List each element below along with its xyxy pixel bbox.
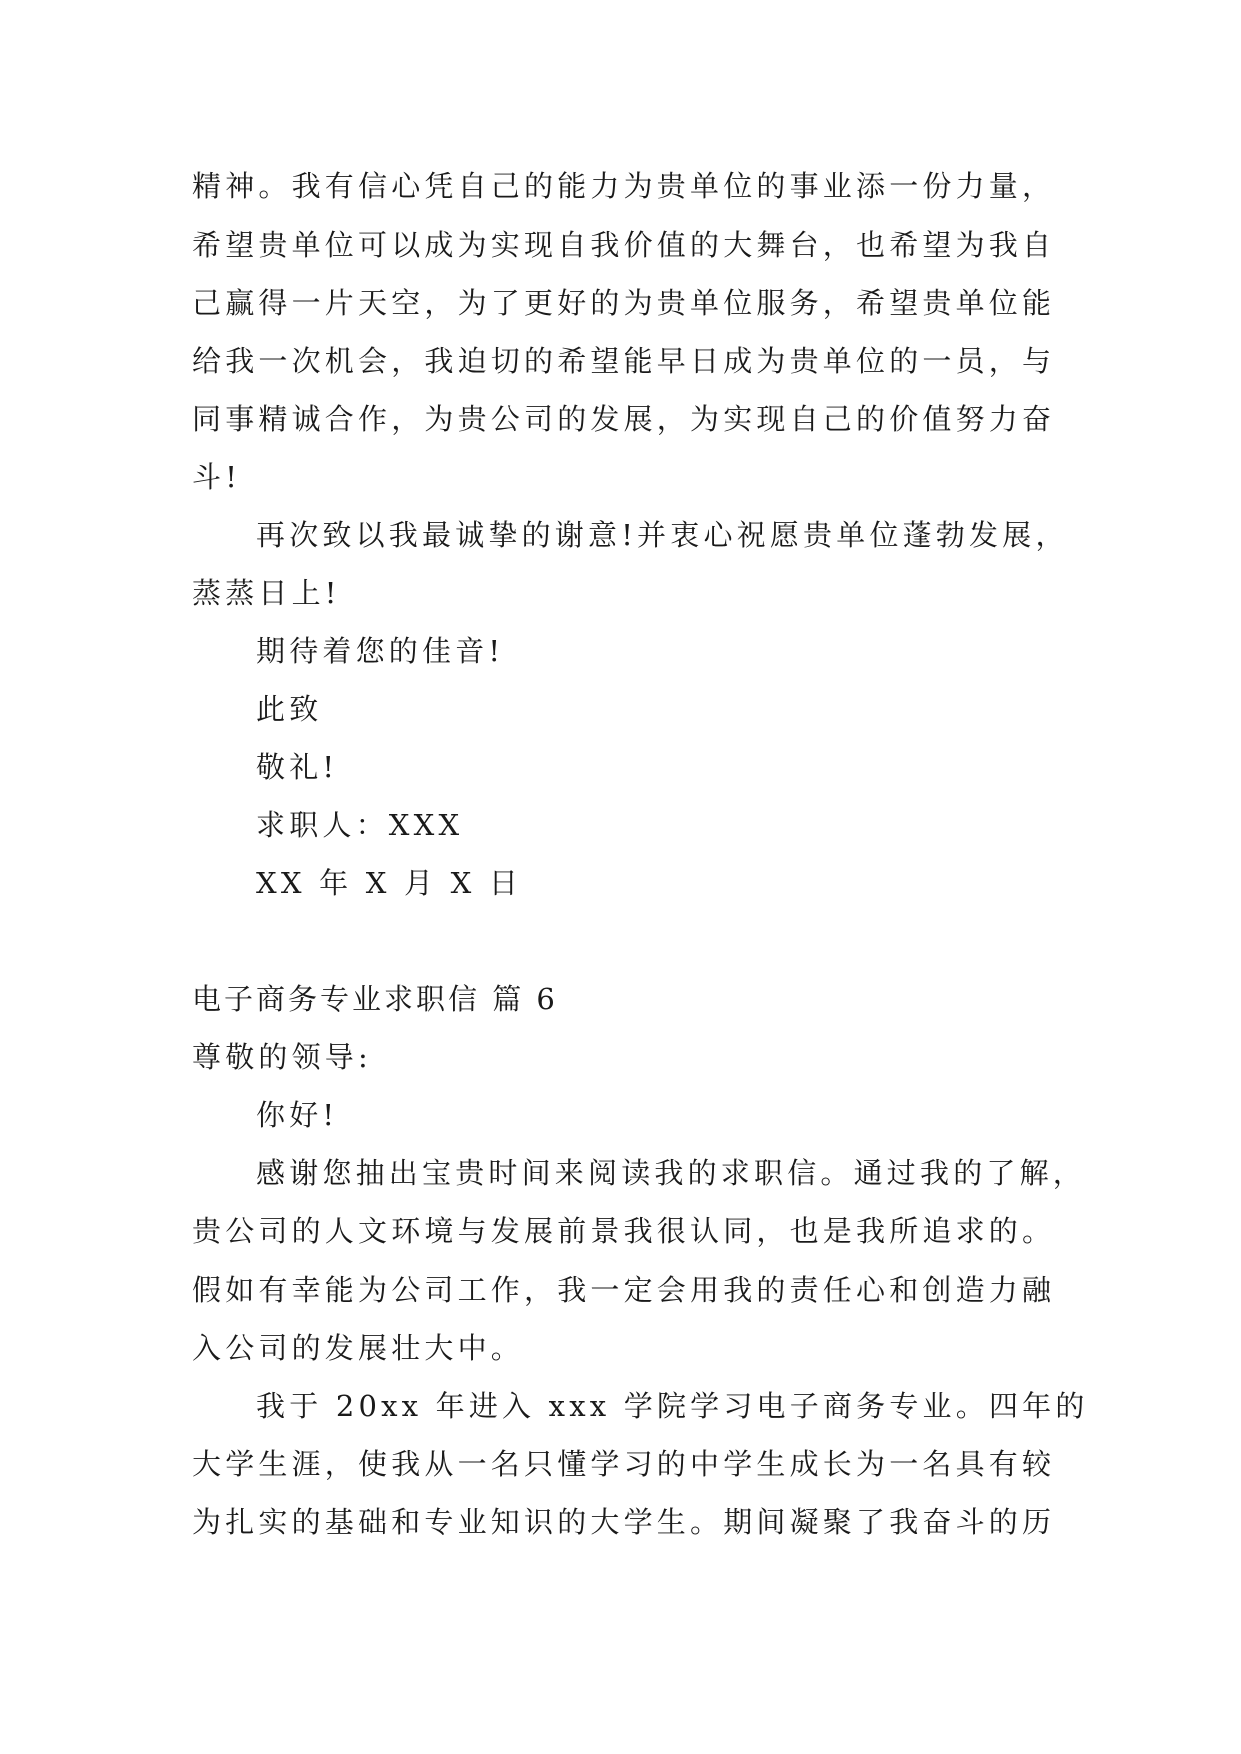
paragraph-line: 假如有幸能为公司工作，我一定会用我的责任心和创造力融 [192, 1273, 1056, 1307]
signature-line: 求职人：XXX [256, 808, 464, 842]
paragraph-line: 同事精诚合作，为贵公司的发展，为实现自己的价值努力奋 [192, 402, 1056, 436]
paragraph-line: 贵公司的人文环境与发展前景我很认同，也是我所追求的。 [192, 1214, 1056, 1248]
paragraph-line: 己赢得一片天空，为了更好的为贵单位服务，希望贵单位能 [192, 286, 1056, 320]
paragraph-line: 入公司的发展壮大中。 [192, 1331, 525, 1365]
paragraph-line: 希望贵单位可以成为实现自我价值的大舞台，也希望为我自 [192, 228, 1056, 262]
greeting-line: 尊敬的领导: [192, 1040, 372, 1074]
paragraph-line: 感谢您抽出宝贵时间来阅读我的求职信。通过我的了解， [256, 1156, 1087, 1190]
paragraph-line: 斗! [192, 460, 242, 494]
paragraph-line: 精神。我有信心凭自己的能力为贵单位的事业添一份力量， [192, 169, 1056, 203]
salutation-line: 敬礼! [256, 750, 339, 784]
thanks-line: 蒸蒸日上! [192, 576, 341, 610]
salutation-line: 此致 [256, 692, 323, 726]
paragraph-line: 为扎实的基础和专业知识的大学生。期间凝聚了我奋斗的历 [192, 1505, 1056, 1539]
expectation-line: 期待着您的佳音! [256, 634, 505, 668]
paragraph-line: 我于 20xx 年进入 xxx 学院学习电子商务专业。四年的 [256, 1389, 1089, 1423]
paragraph-line: 大学生涯，使我从一名只懂学习的中学生成长为一名具有较 [192, 1447, 1056, 1481]
hello-line: 你好! [256, 1098, 339, 1132]
date-line: XX 年 X 月 X 日 [256, 866, 523, 900]
paragraph-line: 给我一次机会，我迫切的希望能早日成为贵单位的一员，与 [192, 344, 1056, 378]
thanks-line: 再次致以我最诚挚的谢意!并衷心祝愿贵单位蓬勃发展， [256, 518, 1069, 552]
section-title: 电子商务专业求职信 篇 6 [192, 982, 558, 1016]
